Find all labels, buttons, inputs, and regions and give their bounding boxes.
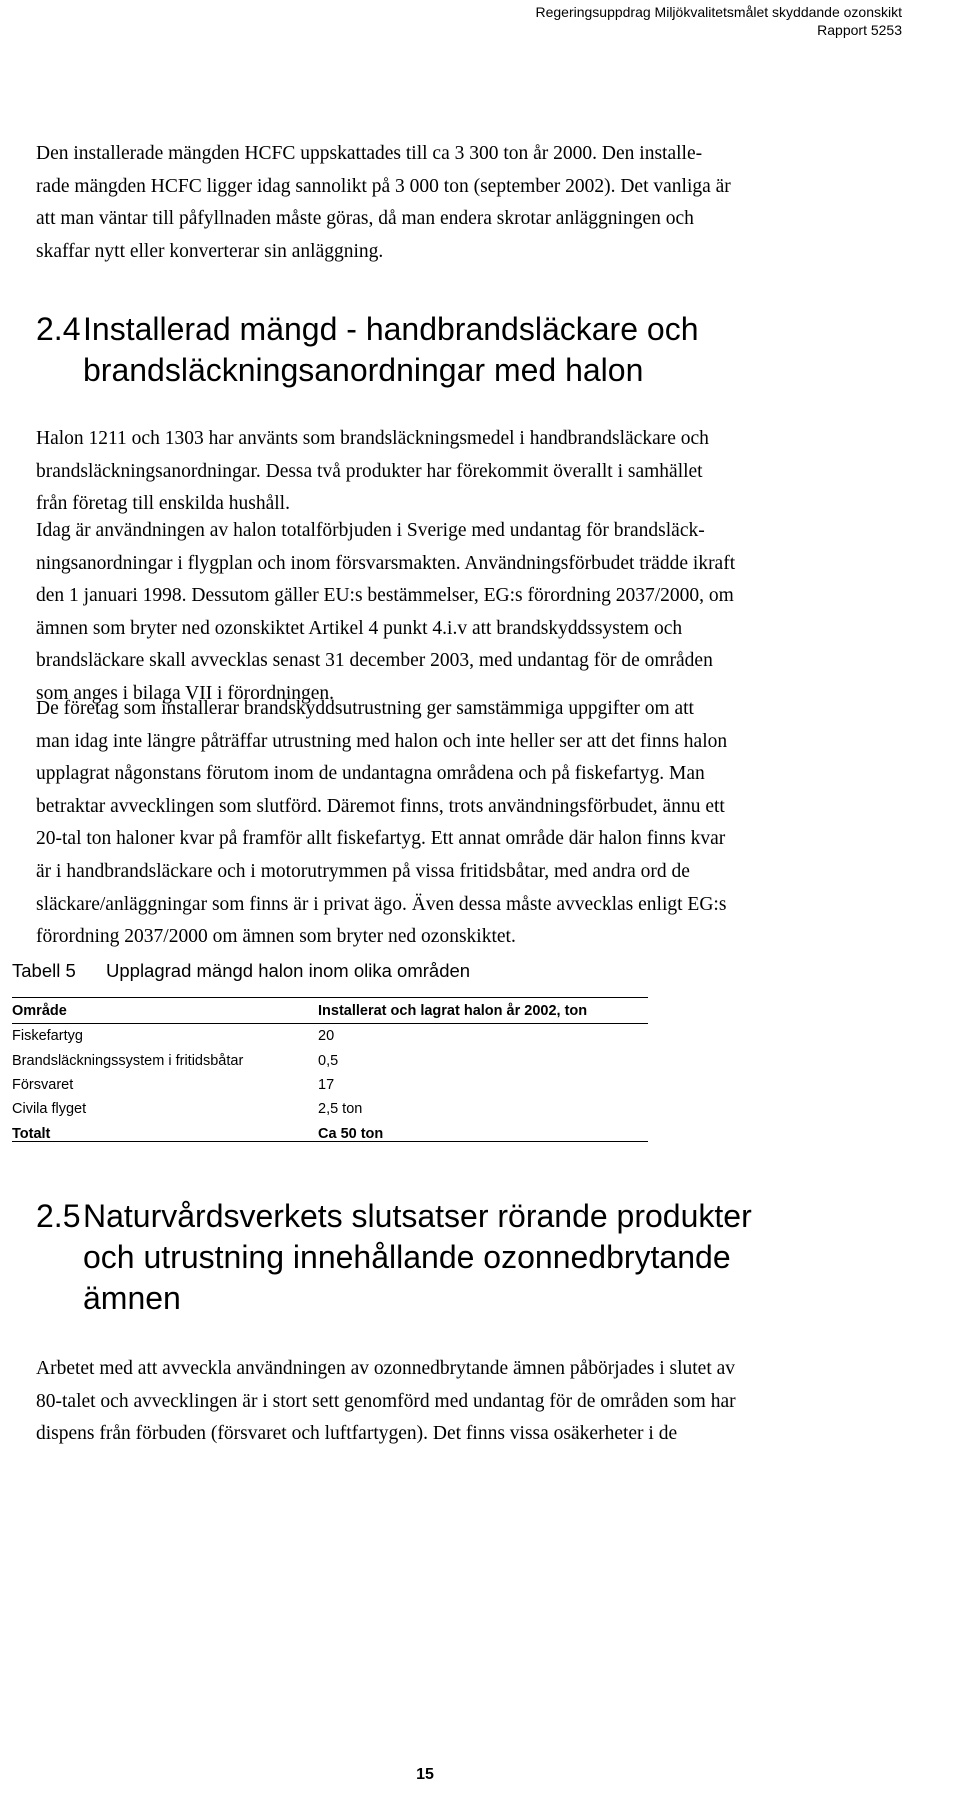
text-line: Idag är användningen av halon totalförbjuden i Sverige med undantag för brandsläck-: [36, 520, 705, 541]
text-line: betraktar avvecklingen som slutförd. Däremot finns, trots användningsförbudet, ännu ett: [36, 795, 725, 817]
text-line: att man väntar till påfyllnaden måste göras, då man endera skrotar anläggningen och: [36, 208, 694, 230]
table-cell: Ca 50 ton: [318, 1125, 384, 1142]
text-line: från företag till enskilda hushåll.: [36, 493, 290, 515]
table-header-row: [12, 999, 648, 1024]
section-2-5-paragraph-1: [36, 1353, 922, 1451]
text-line: den 1 januari 1998. Dessutom gäller EU:s bestämmelser, EG:s förordning 2037/2000, om: [36, 585, 734, 607]
table-row: [12, 1024, 648, 1049]
text-line: rade mängden HCFC ligger idag sannolikt på 3 000 ton (september 2002). Det vanliga är: [36, 175, 731, 197]
text-line: släckare/anläggningar som finns är i privat ägo. Även dessa måste avvecklas enligt EG:s: [36, 893, 727, 915]
text-line: ningsanordningar i flygplan och inom försvarsmakten. Användningsförbudet trädde ikraft: [36, 552, 736, 574]
text-line: De företag som installerar brandskyddsutrustning ger samstämmiga uppgifter om att: [36, 698, 694, 719]
section-number: 2.4: [36, 311, 81, 347]
section-title-line: Installerad mängd - handbrandsläckare och: [83, 311, 699, 347]
text-line: skaffar nytt eller konverterar sin anläggning.: [36, 240, 384, 262]
report-header-title: Regeringsuppdrag Miljökvalitetsmålet skyddande ozonskikt: [535, 4, 902, 20]
text-line: man idag inte längre påträffar utrustning med halon och inte heller ser att det finns halon: [36, 730, 728, 752]
text-line: brandsläckningsanordningar. Dessa två produkter har förekommit överallt i samhället: [36, 460, 703, 482]
table-cell: Totalt: [12, 1125, 51, 1142]
text-line: Halon 1211 och 1303 har använts som brandsläckningsmedel i handbrandsläckare och: [36, 428, 709, 449]
text-line: Arbetet med att avveckla användningen av ozonnedbrytande ämnen påbörjades i slutet av: [36, 1358, 736, 1379]
text-line: dispens från förbuden (försvaret och luftfartygen). Det finns vissa osäkerheter i de: [36, 1423, 678, 1445]
section-title-line: ämnen: [83, 1280, 181, 1316]
table-row: [12, 1097, 648, 1121]
table-top-rule: [12, 997, 648, 998]
section-heading-2-4: [36, 309, 698, 391]
table-cell: 20: [318, 1028, 335, 1045]
table-row: [12, 1048, 648, 1072]
table-cell: 0,5: [318, 1052, 339, 1069]
text-line: är i handbrandsläckare och i motorutrymmen på vissa fritidsbåtar, med andra ord de: [36, 860, 690, 882]
text-line: upplagrat någonstans förutom inom de undantagna områdena och på fiskefartyg. Man: [36, 763, 705, 785]
table-row: [12, 1073, 648, 1097]
section-2-4-paragraph-3: [36, 693, 922, 954]
table-total-row: [12, 1122, 648, 1146]
halon-table: [12, 999, 648, 1146]
table-cell: 2,5 ton: [318, 1101, 363, 1118]
intro-paragraph: [36, 138, 922, 268]
table-cell: Civila flyget: [12, 1101, 87, 1118]
table-cell: Brandsläckningssystem i fritidsbåtar: [12, 1052, 244, 1069]
table-label: Tabell 5: [12, 960, 76, 981]
section-2-4-paragraph-2: [36, 515, 922, 711]
text-line: förordning 2037/2000 om ämnen som bryter ned ozonskiktet.: [36, 926, 516, 948]
section-heading-2-5: [36, 1196, 752, 1319]
text-line: som anges i bilaga VII i förordningen.: [36, 682, 335, 704]
section-2-4-paragraph-1: [36, 423, 922, 521]
table-header-cell: Område: [12, 999, 318, 1024]
section-title-line: Naturvårdsverkets slutsatser rörande produkter: [83, 1198, 752, 1234]
text-line: Den installerade mängden HCFC uppskattades till ca 3 300 ton år 2000. Den installe-: [36, 143, 703, 164]
page-number: 15: [416, 1766, 434, 1783]
table-caption: Upplagrad mängd halon inom olika områden: [106, 960, 471, 981]
text-line: 80-talet och avvecklingen är i stort sett genomförd med undantag för de områden som har: [36, 1390, 736, 1412]
table-cell: 17: [318, 1076, 335, 1093]
section-number: 2.5: [36, 1198, 81, 1234]
table-header-cell: Installerat och lagrat halon år 2002, ton: [318, 999, 648, 1024]
text-line: ämnen som bryter ned ozonskiktet Artikel 4 punkt 4.i.v att brandskyddssystem och: [36, 617, 683, 639]
text-line: 20-tal ton haloner kvar på framför allt fiskefartyg. Ett annat område där halon finns kvar: [36, 828, 726, 850]
section-title-line: brandsläckningsanordningar med halon: [83, 352, 644, 388]
text-line: brandsläckare skall avvecklas senast 31 december 2003, med undantag för de områden: [36, 650, 713, 672]
section-title-line: och utrustning innehållande ozonnedbrytande: [83, 1239, 731, 1275]
table-cell: Försvaret: [12, 1076, 74, 1093]
report-number: Rapport 5253: [817, 22, 902, 38]
table-bottom-rule: [12, 1141, 648, 1142]
table-cell: Fiskefartyg: [12, 1028, 83, 1045]
